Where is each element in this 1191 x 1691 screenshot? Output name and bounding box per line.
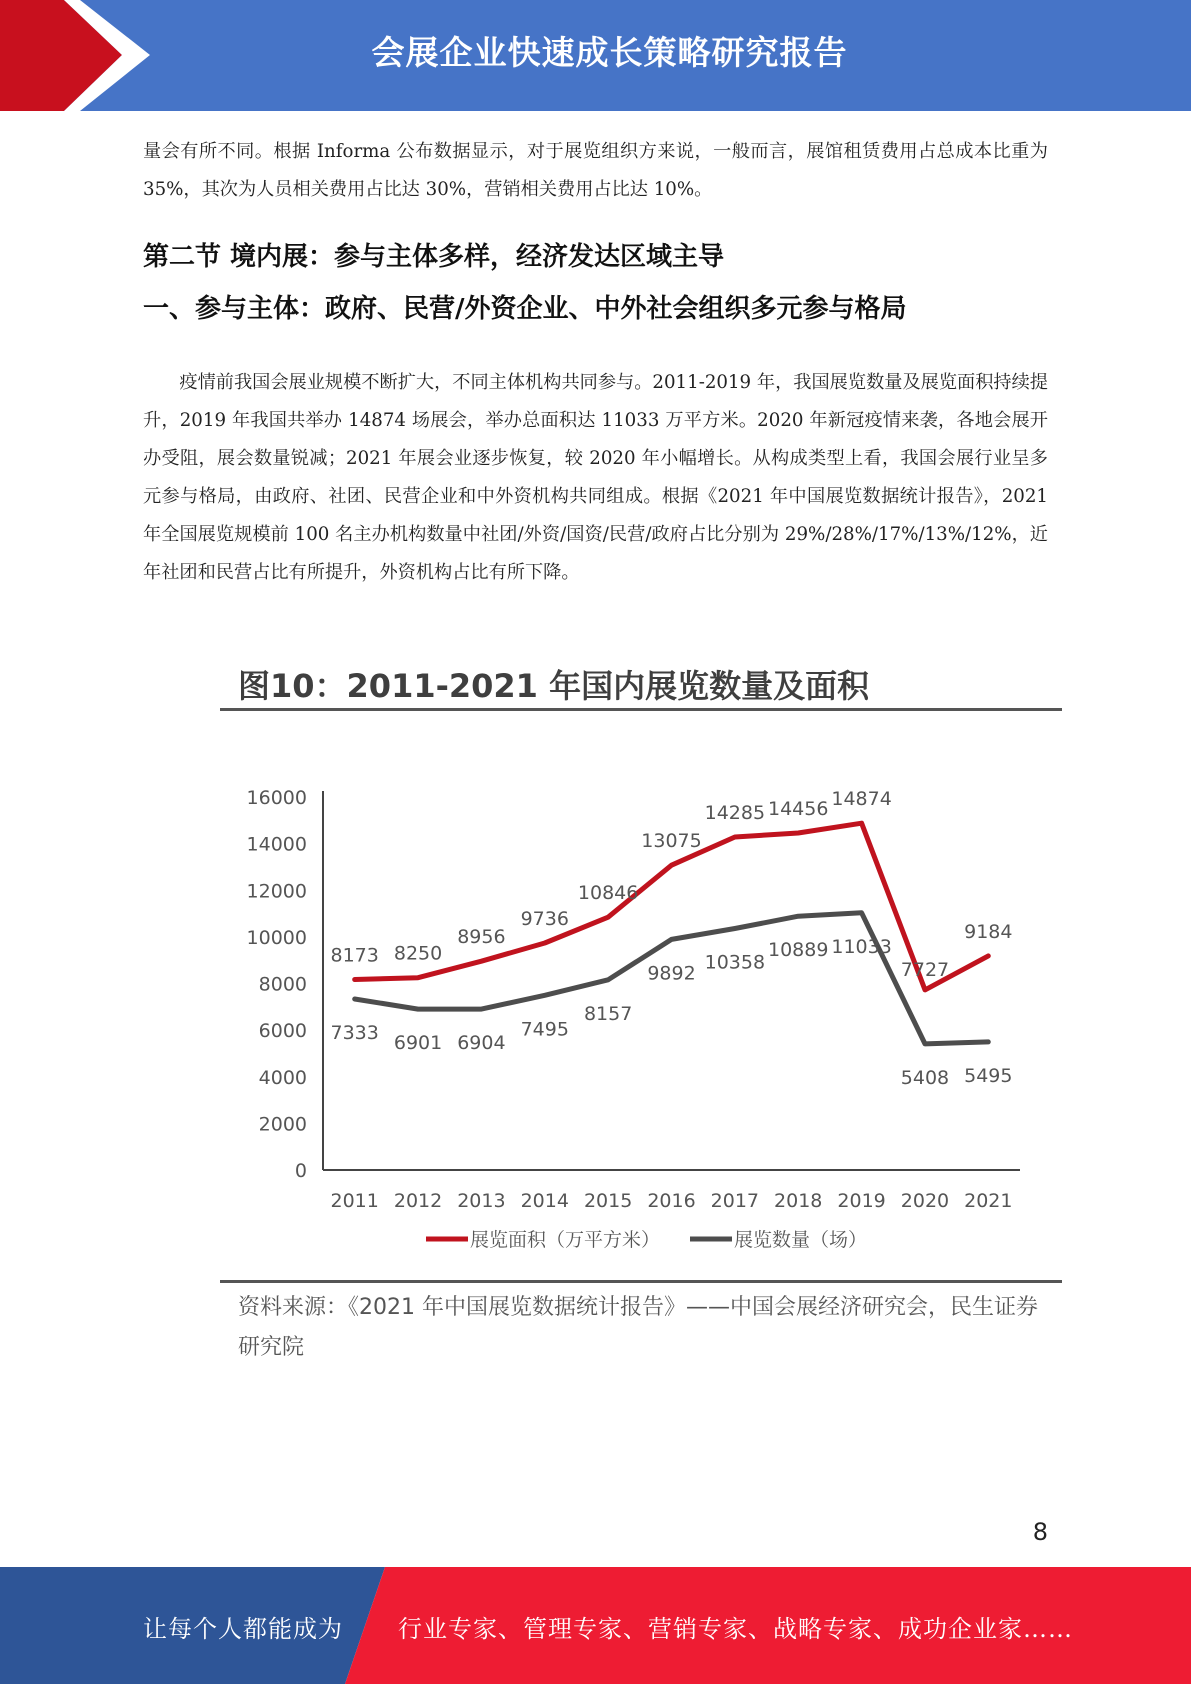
- footer-slogan-right: 行业专家、管理专家、营销专家、战略专家、成功企业家……: [398, 1615, 1073, 1643]
- x-tick-label: 2011: [330, 1190, 379, 1212]
- data-label: 7727: [900, 958, 950, 981]
- x-tick-label: 2019: [837, 1190, 886, 1212]
- figure-exhibition-chart: [220, 660, 1062, 1380]
- data-label: 10889: [768, 939, 829, 962]
- page-header: [0, 0, 1191, 111]
- data-label: 7333: [330, 1022, 379, 1045]
- data-label: 14874: [831, 788, 892, 811]
- chart-title: 图10：2011-2021 年国内展览数量及面积: [238, 667, 870, 705]
- data-label: 13075: [641, 830, 702, 853]
- y-tick-label: 2000: [258, 1113, 307, 1136]
- section-heading: 第二节 境内展：参与主体多样，经济发达区域主导: [143, 242, 725, 272]
- y-tick-label: 8000: [258, 973, 307, 996]
- paragraph-participants: 疫情前我国会展业规模不断扩大，不同主体机构共同参与。2011-2019 年，我国展览数量及展览面积持续提升，2019 年我国共举办 14874 场展会，举办总面积达 11033 万平方米。2020 年新冠疫情来袭，各地会展开办受阻，展会数量锐减；2021 年展会业逐步恢复，较 2020 年小幅增长。从构成类型上看，我国会展行业呈多元参与格局，由政府、社团、民营企业和中外资机构共同组成。根据《2021 年中国展览数据统计报告》，2021 年全国展览规模前 100 名主办机构数量中社团/外资/国资/民营/政府占比分别为 29%/28%/17%/13%/12%，近年社团和民营占比有所提升，外资机构占比有所下降。: [143, 372, 1048, 583]
- chart-top-rule: [220, 708, 1062, 711]
- x-tick-label: 2013: [457, 1190, 506, 1212]
- x-tick-label: 2018: [774, 1190, 823, 1212]
- x-tick-label: 2016: [647, 1190, 696, 1212]
- data-label: 6904: [457, 1032, 506, 1055]
- x-tick-label: 2012: [393, 1190, 443, 1212]
- data-label: 10358: [704, 951, 766, 974]
- data-label: 8157: [583, 1002, 633, 1025]
- data-label: 9184: [964, 920, 1013, 943]
- y-tick-label: 6000: [258, 1020, 307, 1043]
- data-label: 9892: [647, 962, 696, 985]
- data-label: 6901: [393, 1032, 443, 1055]
- y-tick-label: 16000: [246, 787, 307, 809]
- footer-slogan-left: 让每个人都能成为: [143, 1615, 343, 1643]
- line-chart: [220, 720, 1062, 1280]
- y-tick-label: 10000: [246, 926, 307, 949]
- x-tick-label: 2021: [964, 1190, 1013, 1212]
- data-label: 14285: [704, 801, 766, 824]
- paragraph-intro: 量会有所不同。根据 Informa 公布数据显示，对于展览组织方来说，一般而言，展馆租赁费用占总成本比重为 35%，其次为人员相关费用占比达 30%，营销相关费用占比达 10%。: [143, 141, 1048, 200]
- x-tick-label: 2014: [520, 1190, 569, 1212]
- page-number: 8: [1032, 1518, 1048, 1546]
- x-tick-label: 2015: [583, 1190, 633, 1212]
- chart-bottom-rule: [220, 1280, 1062, 1283]
- data-label: 9736: [520, 908, 569, 931]
- data-label: 8956: [457, 926, 506, 949]
- data-label: 11033: [831, 935, 892, 958]
- legend-label: 展览面积（万平方米）: [470, 1229, 661, 1251]
- subsection-heading: 一、参与主体：政府、民营/外资企业、中外社会组织多元参与格局: [143, 294, 907, 324]
- data-label: 7495: [520, 1018, 569, 1041]
- y-tick-label: 4000: [258, 1066, 307, 1089]
- data-label: 5408: [900, 1066, 950, 1089]
- report-title: 会展企业快速成长策略研究报告: [371, 33, 848, 72]
- data-label: 14456: [768, 797, 829, 820]
- y-tick-label: 0: [294, 1160, 307, 1182]
- data-label: 8173: [330, 944, 379, 967]
- y-tick-label: 12000: [246, 880, 307, 903]
- data-label: 5495: [964, 1064, 1013, 1087]
- x-tick-label: 2017: [710, 1190, 760, 1212]
- legend-label: 展览数量（场）: [734, 1229, 868, 1251]
- y-tick-label: 14000: [246, 833, 307, 856]
- data-label: 8250: [393, 942, 443, 965]
- data-label: 10846: [577, 882, 639, 905]
- x-tick-label: 2020: [900, 1190, 950, 1212]
- chart-source: 资料来源：《2021 年中国展览数据统计报告》——中国会展经济研究会，民生证券研究院: [238, 1295, 1038, 1360]
